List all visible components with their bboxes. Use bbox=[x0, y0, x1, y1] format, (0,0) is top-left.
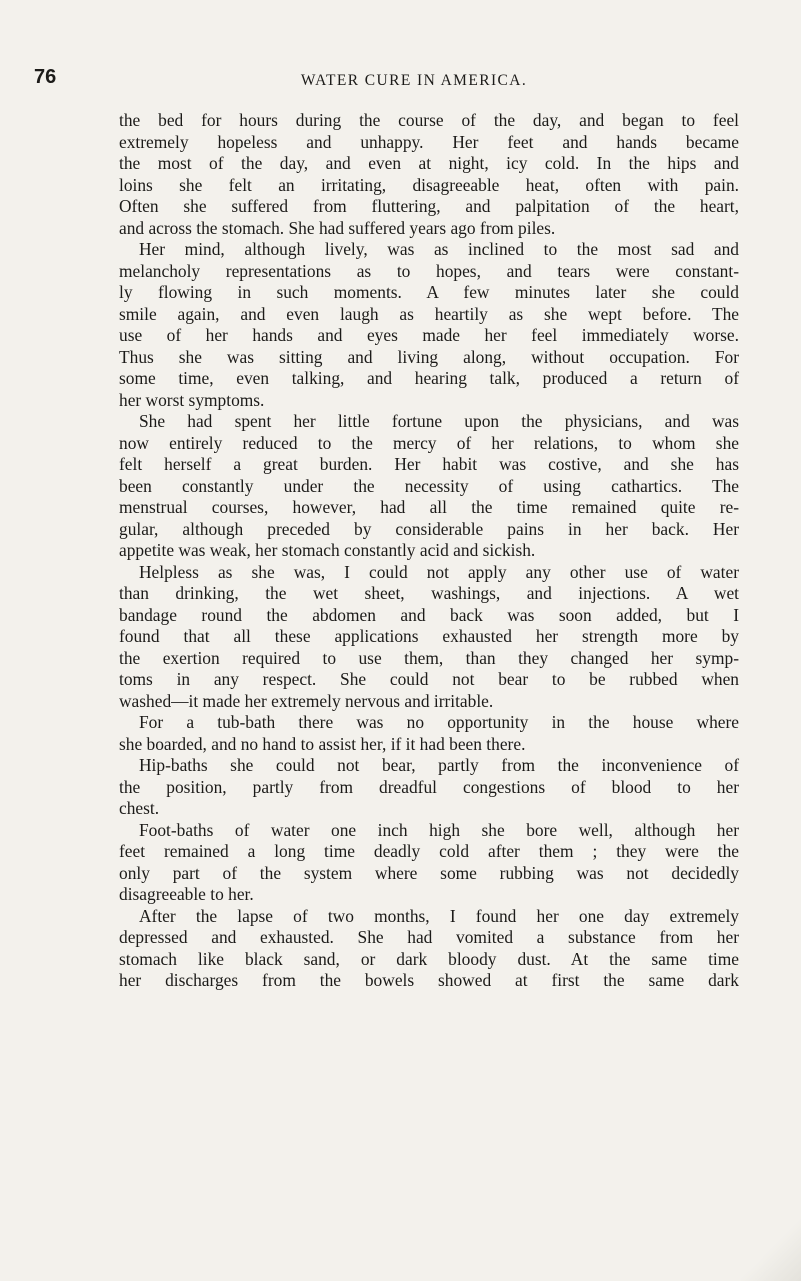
text-line: only part of the system where some rubbing was not decidedly bbox=[119, 862, 739, 883]
text-line: feet remained a long time deadly cold after them ; they were the bbox=[119, 841, 739, 861]
text-line: Her mind, although lively, was as inclined to the most sad and bbox=[139, 239, 739, 259]
text-line: some time, even talking, and hearing talk, produced a return of bbox=[119, 368, 739, 388]
text-line: been constantly under the necessity of using cathartics. The bbox=[119, 475, 739, 496]
text-line: ly flowing in such moments. A few minutes later she could bbox=[119, 282, 739, 302]
text-line: disagreeable to her. bbox=[119, 884, 254, 904]
text-line: melancholy representations as to hopes, and tears were constant- bbox=[119, 260, 739, 281]
text-line: she boarded, and no hand to assist her, if it had been there. bbox=[119, 733, 526, 754]
text-line: the exertion required to use them, than they changed her symp- bbox=[119, 647, 739, 668]
text-line: and across the stomach. She had suffered years ago from piles. bbox=[119, 217, 556, 238]
text-line: chest. bbox=[119, 798, 160, 818]
text-line: found that all these applications exhausted her strength more by bbox=[119, 626, 739, 646]
text-line: Hip-baths she could not bear, partly from the inconvenience of bbox=[139, 755, 739, 775]
text-line: extremely hopeless and unhappy. Her feet and hands became bbox=[119, 131, 739, 152]
text-line: the bed for hours during the course of the day, and began to feel bbox=[119, 110, 739, 130]
body-text bbox=[119, 110, 739, 992]
text-line: toms in any respect. She could not bear to be rubbed when bbox=[119, 669, 739, 689]
text-line: Foot-baths of water one inch high she bore well, although her bbox=[139, 819, 739, 840]
text-line: smile again, and even laugh as heartily as she wept before. The bbox=[119, 303, 739, 324]
text-line: her worst symptoms. bbox=[119, 389, 265, 410]
text-line: appetite was weak, her stomach constantly acid and sickish. bbox=[119, 540, 536, 560]
running-title: WATER CURE IN AMERICA. bbox=[300, 72, 528, 89]
text-line: She had spent her little fortune upon the physicians, and was bbox=[139, 411, 739, 431]
text-line: her discharges from the bowels showed at first the same dark bbox=[119, 970, 739, 990]
text-line: depressed and exhausted. She had vomited a substance from her bbox=[119, 927, 739, 947]
text-line: After the lapse of two months, I found her one day extremely bbox=[139, 905, 739, 926]
text-line: stomach like black sand, or dark bloody dust. At the same time bbox=[119, 948, 739, 969]
text-line: For a tub-bath there was no opportunity in the house where bbox=[139, 712, 739, 732]
text-line: Often she suffered from fluttering, and palpitation of the heart, bbox=[119, 196, 739, 216]
text-line: now entirely reduced to the mercy of her relations, to whom she bbox=[119, 432, 739, 453]
text-line: felt herself a great burden. Her habit was costive, and she has bbox=[119, 454, 739, 474]
page-number: 76 bbox=[34, 66, 57, 88]
page-corner-shadow bbox=[741, 1201, 801, 1281]
text-line: than drinking, the wet sheet, washings, and injections. A wet bbox=[119, 583, 739, 603]
text-line: gular, although preceded by considerable pains in her back. Her bbox=[119, 518, 739, 539]
text-line: loins she felt an irritating, disagreeable heat, often with pain. bbox=[119, 174, 739, 195]
text-line: washed—it made her extremely nervous and irritable. bbox=[119, 690, 494, 711]
text-line: the most of the day, and even at night, icy cold. In the hips and bbox=[119, 153, 739, 173]
text-line: bandage round the abdomen and back was soon added, but I bbox=[119, 604, 739, 625]
text-line: Thus she was sitting and living along, without occupation. For bbox=[119, 346, 739, 367]
text-line: the position, partly from dreadful congestions of blood to her bbox=[119, 776, 739, 797]
text-line: menstrual courses, however, had all the time remained quite re- bbox=[119, 497, 739, 517]
text-line: Helpless as she was, I could not apply any other use of water bbox=[139, 561, 739, 582]
page-header bbox=[34, 66, 754, 96]
text-line: use of her hands and eyes made her feel immediately worse. bbox=[119, 325, 739, 345]
